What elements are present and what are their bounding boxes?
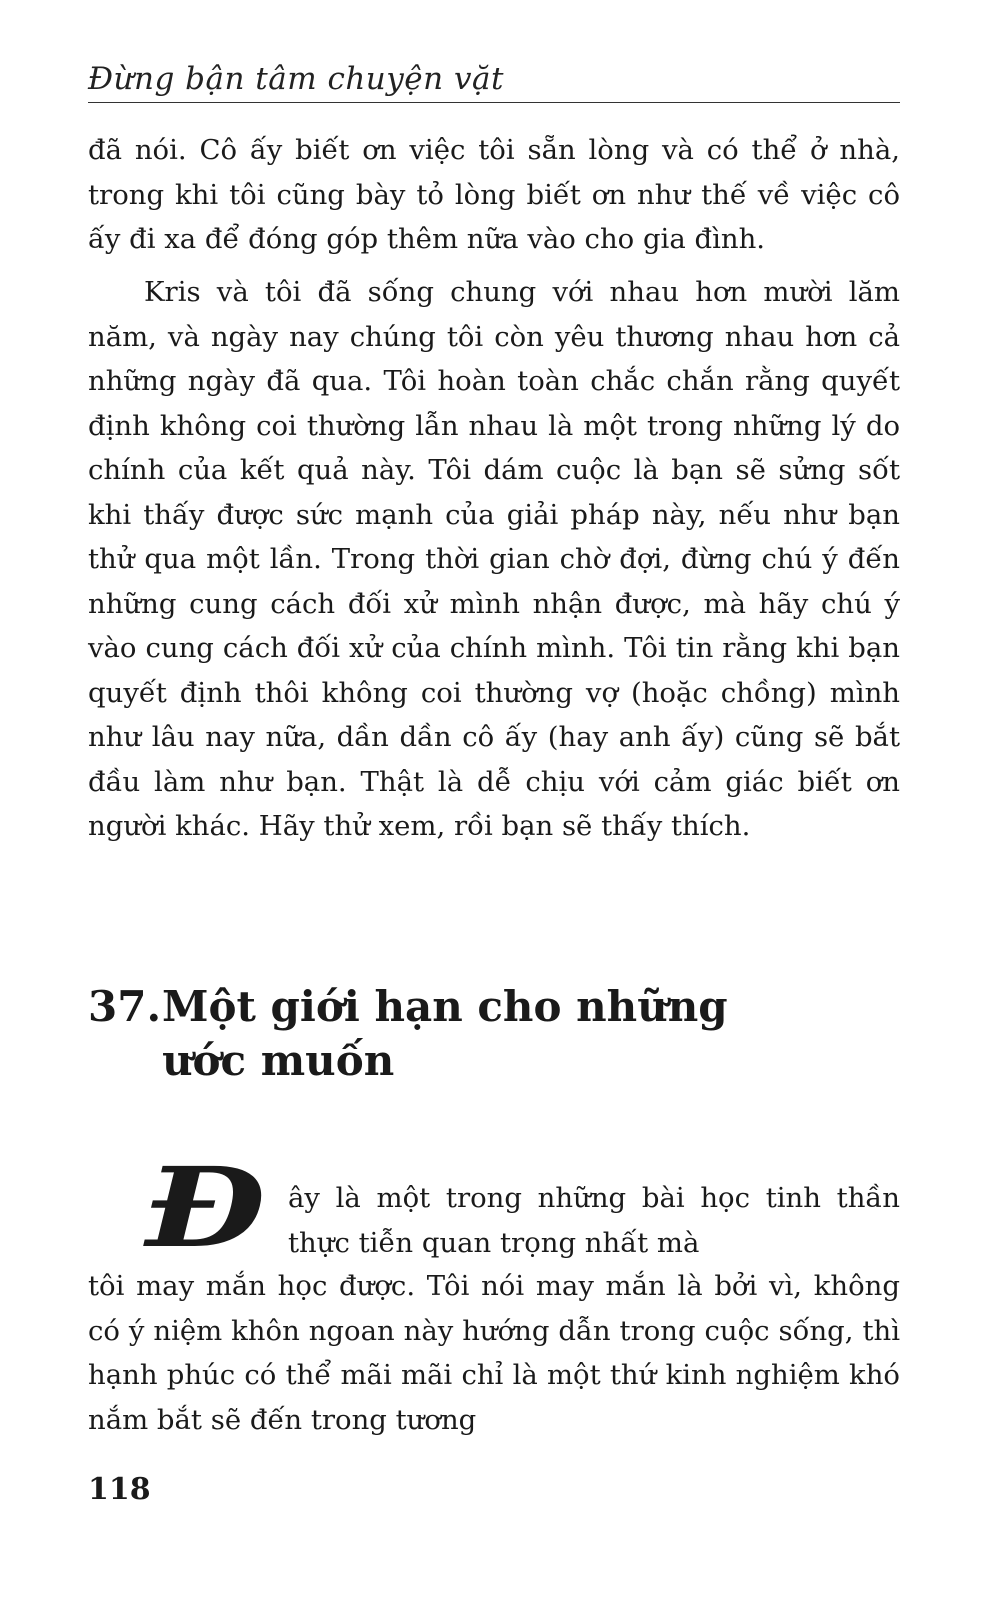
chapter-opening-lines: ây là một trong những bài học tinh thần thực tiễn quan trọng nhất mà (288, 1182, 900, 1259)
chapter-title: Một giới hạn cho những ước muốn (162, 982, 728, 1085)
header-rule (88, 102, 900, 103)
paragraph-kris: Kris và tôi đã sống chung với nhau hơn mười lăm năm, và ngày nay chúng tôi còn yêu thương nhau hơn cả những ngày đã qua. Tôi hoàn toàn chắc chắn rằng quyết định không coi thường lẫn nhau là một trong những lý do chính của kết quả này. Tôi dám cuộc là bạn sẽ sửng sốt khi thấy được sức mạnh của giải pháp này, nếu như bạn thử qua một lần. Trong thời gian chờ đợi, đừng chú ý đến những cung cách đối xử mình nhận được, mà hãy chú ý vào cung cách đối xử của chính mình. Tôi tin rằng khi bạn quyết định thôi không coi thường vợ (hoặc chồng) mình như lâu nay nữa, dần dần cô ấy (hay anh ấy) cũng sẽ bắt đầu làm như bạn. Thật là dễ chịu với cảm giác biết ơn người khác. Hãy thử xem, rồi bạn sẽ thấy thích. (88, 276, 900, 842)
chapter-heading (88, 980, 848, 1088)
drop-cap-letter: Đ (145, 1150, 266, 1254)
running-header-title: Đừng bận tâm chuyện vặt (88, 61, 504, 97)
chapter-opening-rest: tôi may mắn học được. Tôi nói may mắn là bởi vì, không có ý niệm khôn ngoan này hướng dẫn trong cuộc sống, thì hạnh phúc có thể mãi mãi chỉ là một thứ kinh nghiệm khó nắm bắt sẽ đến trong tương (88, 1270, 900, 1436)
chapter-number: 37. (88, 982, 162, 1031)
drop-cap (138, 1150, 286, 1254)
paragraph-continued: đã nói. Cô ấy biết ơn việc tôi sẵn lòng và có thể ở nhà, trong khi tôi cũng bày tỏ lòng biết ơn như thế về việc cô ấy đi xa để đóng góp thêm nữa vào cho gia đình. (88, 134, 900, 255)
page-number: 118 (88, 1472, 151, 1507)
book-page (88, 0, 900, 1600)
